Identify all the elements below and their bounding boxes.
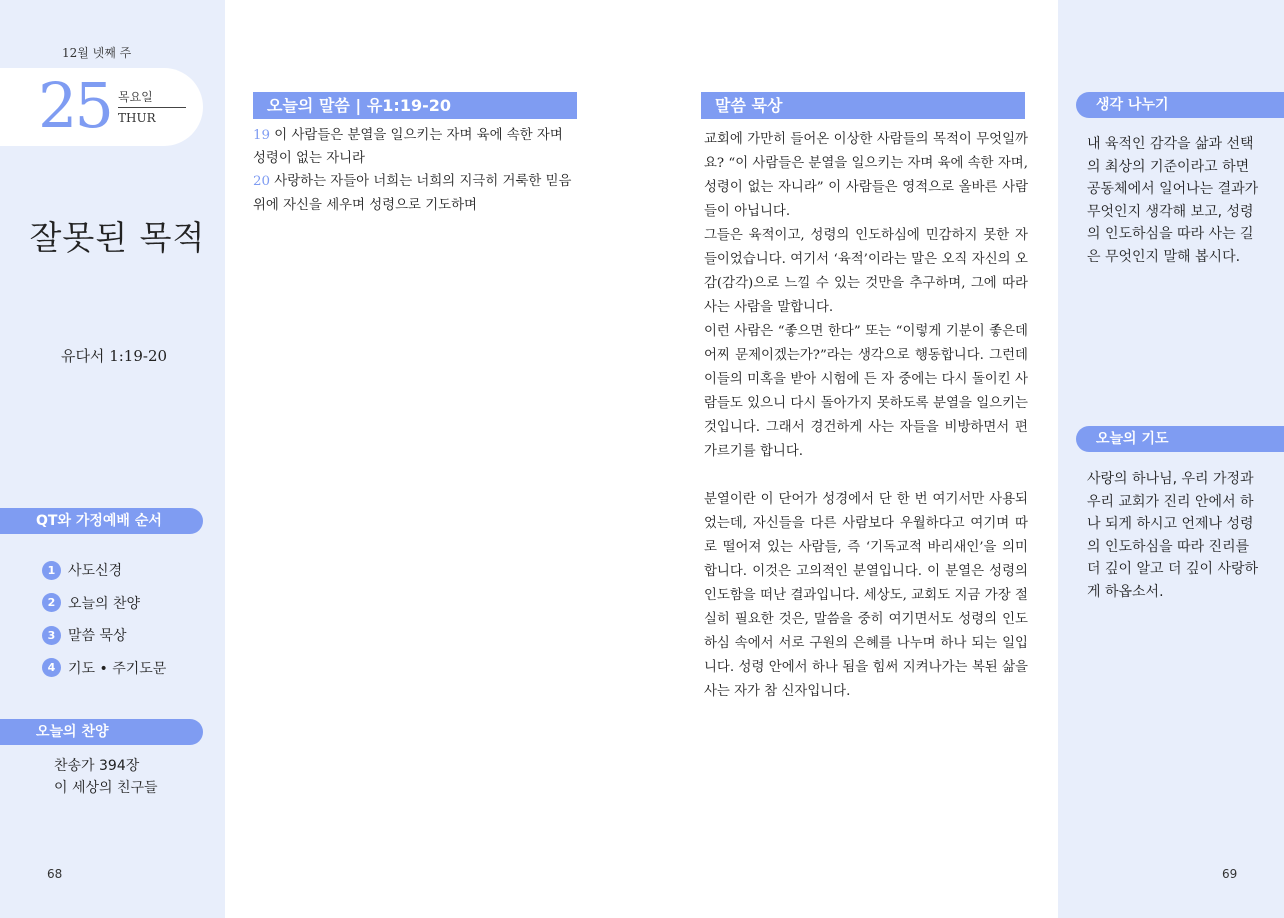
order-item [42,619,166,652]
number-badge: 2 [42,593,61,612]
number-badge: 4 [42,658,61,677]
left-sidebar [0,0,225,918]
number-badge: 3 [42,626,61,645]
page-title: 잘못된 목적 [29,218,206,257]
order-item [42,554,166,587]
verse-text: 사랑하는 자들아 너희는 너희의 지극히 거룩한 믿음 위에 자신을 세우며 성령으로 기도하며 [253,174,572,213]
meditation-body [704,128,1028,704]
order-item [42,652,166,685]
order-item-label: 사도신경 [68,563,123,580]
hymn-info [54,755,158,799]
meditation-paragraph: 교회에 가만히 들어온 이상한 사람들의 목적이 무엇일까요? “이 사람들은 분열을 일으키는 자며 육에 속한 자며, 성령이 없는 자니라” 이 사람들은 영적으로 올바른 사람들이 아닙니다. [704,132,1028,219]
order-item [42,587,166,620]
bible-verses [253,124,578,217]
share-heading: 생각 나누기 [1076,92,1284,118]
share-text: 내 육적인 감각을 삶과 선택의 최상의 기준이라고 하면 공동체에서 일어나는 결과가 무엇인지 생각해 보고, 성령의 인도하심을 따라 사는 길은 무엇인지 말해 봅시다. [1087,136,1259,265]
order-item-label: 기도 • 주기도문 [68,660,167,677]
verse-number: 20 [253,174,271,190]
order-item-label: 말씀 묵상 [68,628,127,645]
weekday-korean: 목요일 [118,90,153,104]
order-item-label: 오늘의 찬양 [68,595,141,612]
weekday-english: THUR [118,111,156,125]
order-heading: QT와 가정예배 순서 [0,508,203,534]
number-badge: 1 [42,561,61,580]
page-number-left: 68 [47,867,63,881]
hymn-heading: 오늘의 찬양 [0,719,203,745]
scripture-reference: 유다서 1:19-20 [60,347,168,365]
prayer-text: 사랑의 하나님, 우리 가정과 우리 교회가 진리 안에서 하나 되게 하시고 언제나 성령의 인도하심을 따라 진리를 더 깊이 알고 더 깊이 사랑하게 하옵소서. [1087,471,1259,600]
hymn-title: 이 세상의 친구들 [54,780,158,796]
verse-text: 이 사람들은 분열을 일으키는 자며 육에 속한 자며 성령이 없는 자니라 [253,128,563,167]
meditation-paragraph: 이런 사람은 “좋으면 한다” 또는 “이렇게 기분이 좋은데 어찌 문제이겠는가?”라는 생각으로 행동합니다. 그런데 이들의 미혹을 받아 시험에 든 자 중에는 다시 돌이킨 사람들도 있으니 다시 돌아가지 못하도록 분열을 일으키는 것입니다. 그래서 경건하게 사는 자들을 비방하면서 편가르기를 합니다. [704,324,1028,459]
meditation-paragraph: 분열이란 이 단어가 성경에서 단 한 번 여기서만 사용되었는데, 자신들을 다른 사람보다 우월하다고 여기며 따로 떨어져 있는 사람들, 즉 ‘기독교적 바리새인’을 의미합니다. 이것은 고의적인 분열입니다. 이 분열은 성령의 인도함을 떠난 결과입니다. 세상도, 교회도 지금 가장 절실히 필요한 것은, 말씀을 중히 여기면서도 성령의 인도하심 속에서 서로 구원의 은혜를 나누며 하나 되는 일입니다. 성령 안에서 하나 됨을 힘써 지켜나가는 복된 삶을 사는 자가 참 신자입니다. [704,492,1028,699]
day-number: 25 [38,69,111,142]
meditation-heading: 말씀 묵상 [701,92,1025,119]
word-heading: 오늘의 말씀 | 유1:19-20 [253,92,577,119]
page-number-right: 69 [1222,867,1238,881]
week-label: 12월 넷째 주 [62,46,132,60]
weekday-divider [118,107,186,108]
order-list [42,554,166,684]
prayer-heading: 오늘의 기도 [1076,426,1284,452]
meditation-paragraph: 그들은 육적이고, 성령의 인도하심에 민감하지 못한 자들이었습니다. 여기서 ‘육적’이라는 말은 오직 자신의 오감(감각)으로 느낄 수 있는 것만을 추구하며, 그에 따라 사는 사람을 말합니다. [704,228,1028,315]
hymn-number: 찬송가 394장 [54,758,140,774]
verse-number: 19 [253,128,271,143]
